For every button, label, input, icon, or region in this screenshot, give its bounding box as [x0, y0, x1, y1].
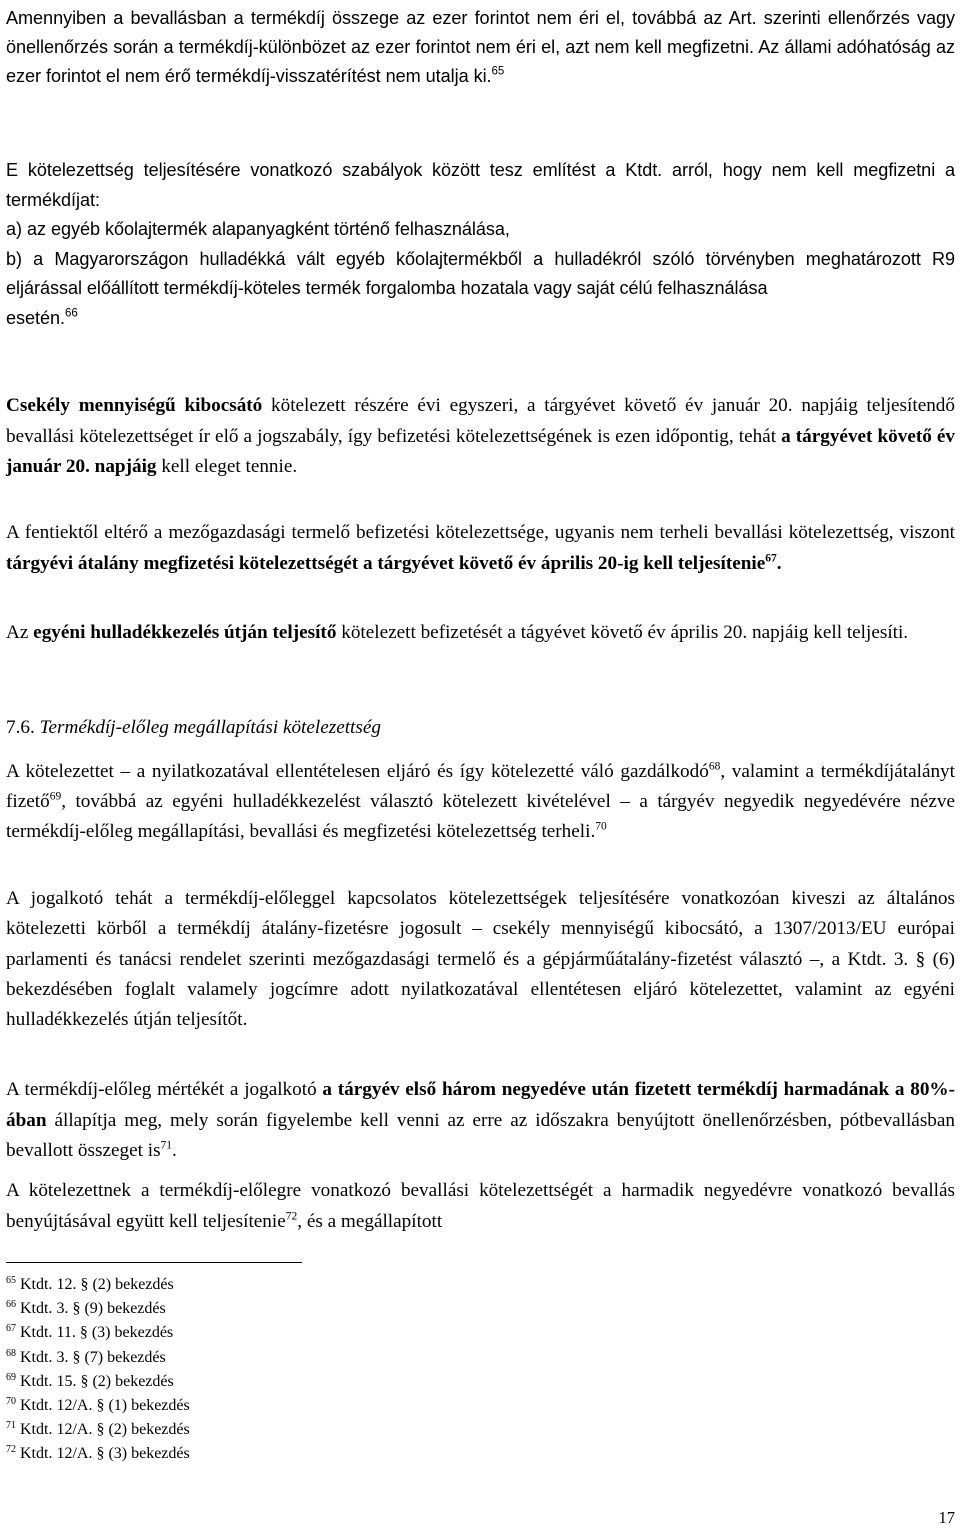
exemptions-intro: E kötelezettség teljesítésére vonatkozó szabályok között tesz említést a Ktdt. arról, hogy nem kell megfizetni a termékdíjat:	[6, 160, 955, 210]
footnote-number: 68	[6, 1348, 16, 1359]
text: Amennyiben a bevallásban a termékdíj összege az ezer forintot nem éri el, továbbá az Art. szerinti ellenőrzés vagy önellenőrzés során a termékdíj-különbözet az ezer forintot nem éri el, azt nem kell megfizetni. Az állami adóhatóság az ezer forintot el nem érő termékdíj-visszatérítést nem utalja ki.	[6, 8, 955, 86]
text: , és a megállapított	[297, 1210, 443, 1232]
text: állapítja meg, mely során figyelembe kell venni az erre az időszakra benyújtott önellenőrzésben, pótbevallásban bevallott összeget is	[6, 1109, 955, 1161]
paragraph-legislator	[6, 884, 955, 1035]
footnote-ref-68: 68	[708, 760, 721, 773]
bold-text: egyéni hulladékkezelés útján teljesítő	[33, 622, 337, 643]
page-number: 17	[938, 1508, 955, 1527]
text: A fentiektől eltérő a mezőgazdasági termelő befizetési kötelezettsége, ugyanis nem terheli bevallási kötelezettség, viszont	[6, 522, 955, 543]
footnote-number: 70	[6, 1396, 16, 1407]
paragraph-agricultural	[6, 518, 955, 579]
text: , továbbá az egyéni hulladékkezelést választó kötelezett kivételével – a tárgyév negyedik negyedévére nézve termékdíj-előleg megállapítási, bevallási és megfizetési kötelezettség terheli.	[6, 791, 955, 843]
exemption-a: a) az egyéb kőolajtermék alapanyagként történő felhasználása,	[6, 219, 510, 240]
paragraph-advance-obligation	[6, 757, 955, 848]
footnote-text: Ktdt. 12. § (2) bekezdés	[20, 1276, 174, 1293]
text: b) a Magyarországon hulladékká vált egyéb kőolajtermékből a hulladékról szóló törvényben meghatározott	[6, 248, 932, 269]
text: esetén.	[6, 307, 66, 328]
footnote-separator	[6, 1262, 302, 1263]
footnote-number: 71	[6, 1420, 16, 1431]
section-heading	[6, 714, 955, 743]
section-number: 7.6.	[6, 717, 35, 738]
text: eljárással előállított termékdíj-köteles termék forgalomba hozatala vagy saját célú felhasználása	[6, 278, 768, 299]
exemptions-end	[6, 304, 955, 334]
footnote-text: Ktdt. 12/A. § (1) bekezdés	[20, 1397, 190, 1414]
footnote-number: 69	[6, 1372, 16, 1383]
paragraph-exemptions	[6, 156, 955, 334]
footnote-ref-66: 66	[65, 307, 78, 320]
bold-text: Csekély mennyiségű kibocsátó	[6, 395, 263, 416]
paragraph-small-emitter	[6, 391, 955, 483]
bold-text: a tárgyév első három negyedéve után fizetett termékdíj harmadának a 80%-ában	[6, 1079, 955, 1131]
footnote-ref-65: 65	[491, 65, 505, 78]
bold-text: .	[776, 552, 782, 574]
footnote-text: Ktdt. 3. § (7) bekezdés	[20, 1349, 166, 1366]
paragraph-filing	[6, 1176, 955, 1237]
footnote	[6, 1273, 174, 1297]
footnote	[6, 1418, 190, 1442]
footnote	[6, 1394, 190, 1418]
footnote-ref-72: 72	[285, 1210, 298, 1223]
bold-text: a tárgyévet követő év január 20. napjáig	[6, 425, 956, 477]
text: .	[172, 1140, 177, 1161]
footnote-number: 72	[6, 1444, 16, 1455]
footnote	[6, 1297, 166, 1321]
footnote-text: Ktdt. 15. § (2) bekezdés	[20, 1373, 174, 1390]
text: kötelezett befizetését a tágyévet követő év április 20. napjáig kell teljesíti.	[336, 622, 909, 643]
footnote	[6, 1346, 166, 1370]
footnote	[6, 1370, 174, 1394]
footnote	[6, 1442, 190, 1466]
text: , valamint a termékdíjátalányt fizető	[6, 761, 955, 813]
footnote-text: Ktdt. 11. § (3) bekezdés	[20, 1324, 174, 1341]
exemption-b	[6, 245, 955, 304]
footnote-ref-71: 71	[160, 1139, 173, 1152]
paragraph-advance-rate	[6, 1075, 955, 1167]
footnote-text: Ktdt. 3. § (9) bekezdés	[20, 1300, 166, 1317]
section-title: Termékdíj-előleg megállapítási kötelezettség	[39, 717, 381, 738]
paragraph-waste-management	[6, 618, 955, 649]
footnote-ref-67: 67	[765, 552, 777, 565]
text: A termékdíj-előleg mértékét a jogalkotó	[6, 1079, 323, 1100]
footnote-ref-69: 69	[49, 790, 62, 803]
footnote-text: Ktdt. 12/A. § (3) bekezdés	[20, 1445, 190, 1462]
footnote-number: 65	[6, 1275, 16, 1286]
footnote-ref-70: 70	[595, 820, 607, 833]
footnote-text: Ktdt. 12/A. § (2) bekezdés	[20, 1421, 190, 1438]
footnote-number: 67	[6, 1323, 16, 1334]
footnote	[6, 1321, 173, 1345]
text: A kötelezettet – a nyilatkozatával ellentételesen eljáró és így kötelezetté váló gazdálkodó	[6, 761, 709, 782]
r9-code: R9	[931, 248, 955, 269]
paragraph-threshold	[6, 4, 955, 91]
text: Az	[6, 622, 34, 643]
text: A jogalkotó tehát a termékdíj-előleggel kapcsolatos kötelezettségek teljesítésére vonatkozóan kiveszi az általános kötelezetti körből a termékdíj átalány-fizetésre jogosult – csekély mennyiségű kibocsátó, a 1307/2013/EU európai parlamenti és tanácsi rendelet szerinti mezőgazdasági termelő és a gépjárműátalány-fizetést választó –, a Ktdt. 3. § (6) bekezdésében foglalt valamely jogcímre adott nyilatkozatával ellentétesen eljáró kötelezettet, valamint az egyéni hulladékkezelés útján teljesítőt.	[6, 888, 955, 1031]
text: A kötelezettnek a termékdíj-előlegre vonatkozó bevallási kötelezettségét a harmadik negyedévre vonatkozó bevallás benyújtásával együtt kell teljesítenie	[6, 1180, 955, 1232]
footnote-number: 66	[6, 1299, 16, 1310]
text: kötelezett részére évi egyszeri, a tárgyévet követő év január 20. napjáig teljesítendő bevallási kötelezettséget ír elő a jogszabály, így befizetési kötelezettségének is ezen időpontig, tehát	[6, 395, 955, 447]
bold-text: tárgyévi átalány megfizetési kötelezettségét a tárgyévet követő év április 20-ig kell teljesítenie	[6, 552, 766, 574]
text: kell eleget tennie.	[156, 456, 298, 477]
